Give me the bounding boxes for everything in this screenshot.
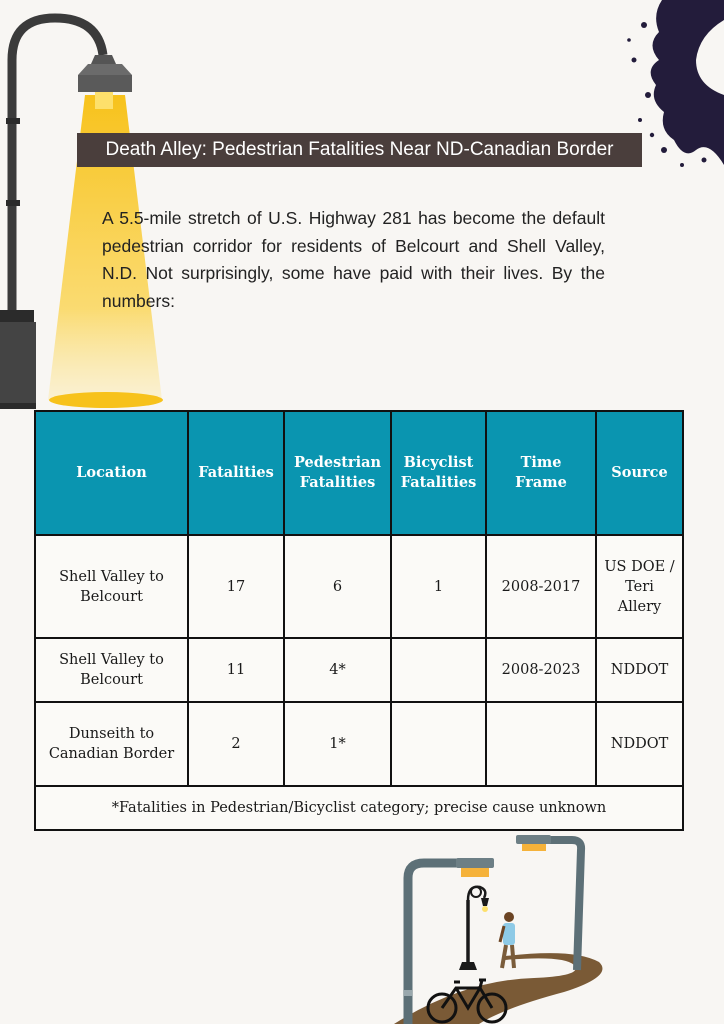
cell-location: Dunseith to Canadian Border (35, 702, 188, 786)
header-pedestrian-fatalities: Pedestrian Fatalities (284, 411, 391, 535)
page-title: Death Alley: Pedestrian Fatalities Near ND-Canadian Border (77, 133, 642, 167)
cell-time-frame: 2008-2017 (486, 535, 596, 638)
cell-bicyclist-fatalities (391, 702, 486, 786)
table-row (35, 638, 683, 702)
cell-pedestrian-fatalities: 1* (284, 702, 391, 786)
table-row (35, 702, 683, 786)
cell-time-frame: 2008-2023 (486, 638, 596, 702)
header-bicyclist-fatalities: Bicyclist Fatalities (391, 411, 486, 535)
cell-location: Shell Valley to Belcourt (35, 535, 188, 638)
cell-time-frame (486, 702, 596, 786)
cell-bicyclist-fatalities: 1 (391, 535, 486, 638)
fatalities-table (34, 410, 684, 831)
cell-bicyclist-fatalities (391, 638, 486, 702)
cell-fatalities: 11 (188, 638, 284, 702)
intro-paragraph: A 5.5-mile stretch of U.S. Highway 281 has become the default pedestrian corridor for residents of Belcourt and Shell Valley, N.D. Not surprisingly, some have paid with their lives. By the numbers: (102, 208, 605, 311)
cell-source: NDDOT (596, 638, 683, 702)
header-source: Source (596, 411, 683, 535)
table-row (35, 535, 683, 638)
table-header-row (35, 411, 683, 535)
table-footnote: *Fatalities in Pedestrian/Bicyclist category; precise cause unknown (35, 786, 683, 830)
header-location: Location (35, 411, 188, 535)
park-scene-icon (384, 830, 644, 1024)
cell-source: NDDOT (596, 702, 683, 786)
cell-location: Shell Valley to Belcourt (35, 638, 188, 702)
cell-fatalities: 2 (188, 702, 284, 786)
table-footnote-row (35, 786, 683, 830)
cell-source: US DOE / Teri Allery (596, 535, 683, 638)
cell-pedestrian-fatalities: 4* (284, 638, 391, 702)
header-fatalities: Fatalities (188, 411, 284, 535)
cell-fatalities: 17 (188, 535, 284, 638)
header-time-frame: Time Frame (486, 411, 596, 535)
cell-pedestrian-fatalities: 6 (284, 535, 391, 638)
